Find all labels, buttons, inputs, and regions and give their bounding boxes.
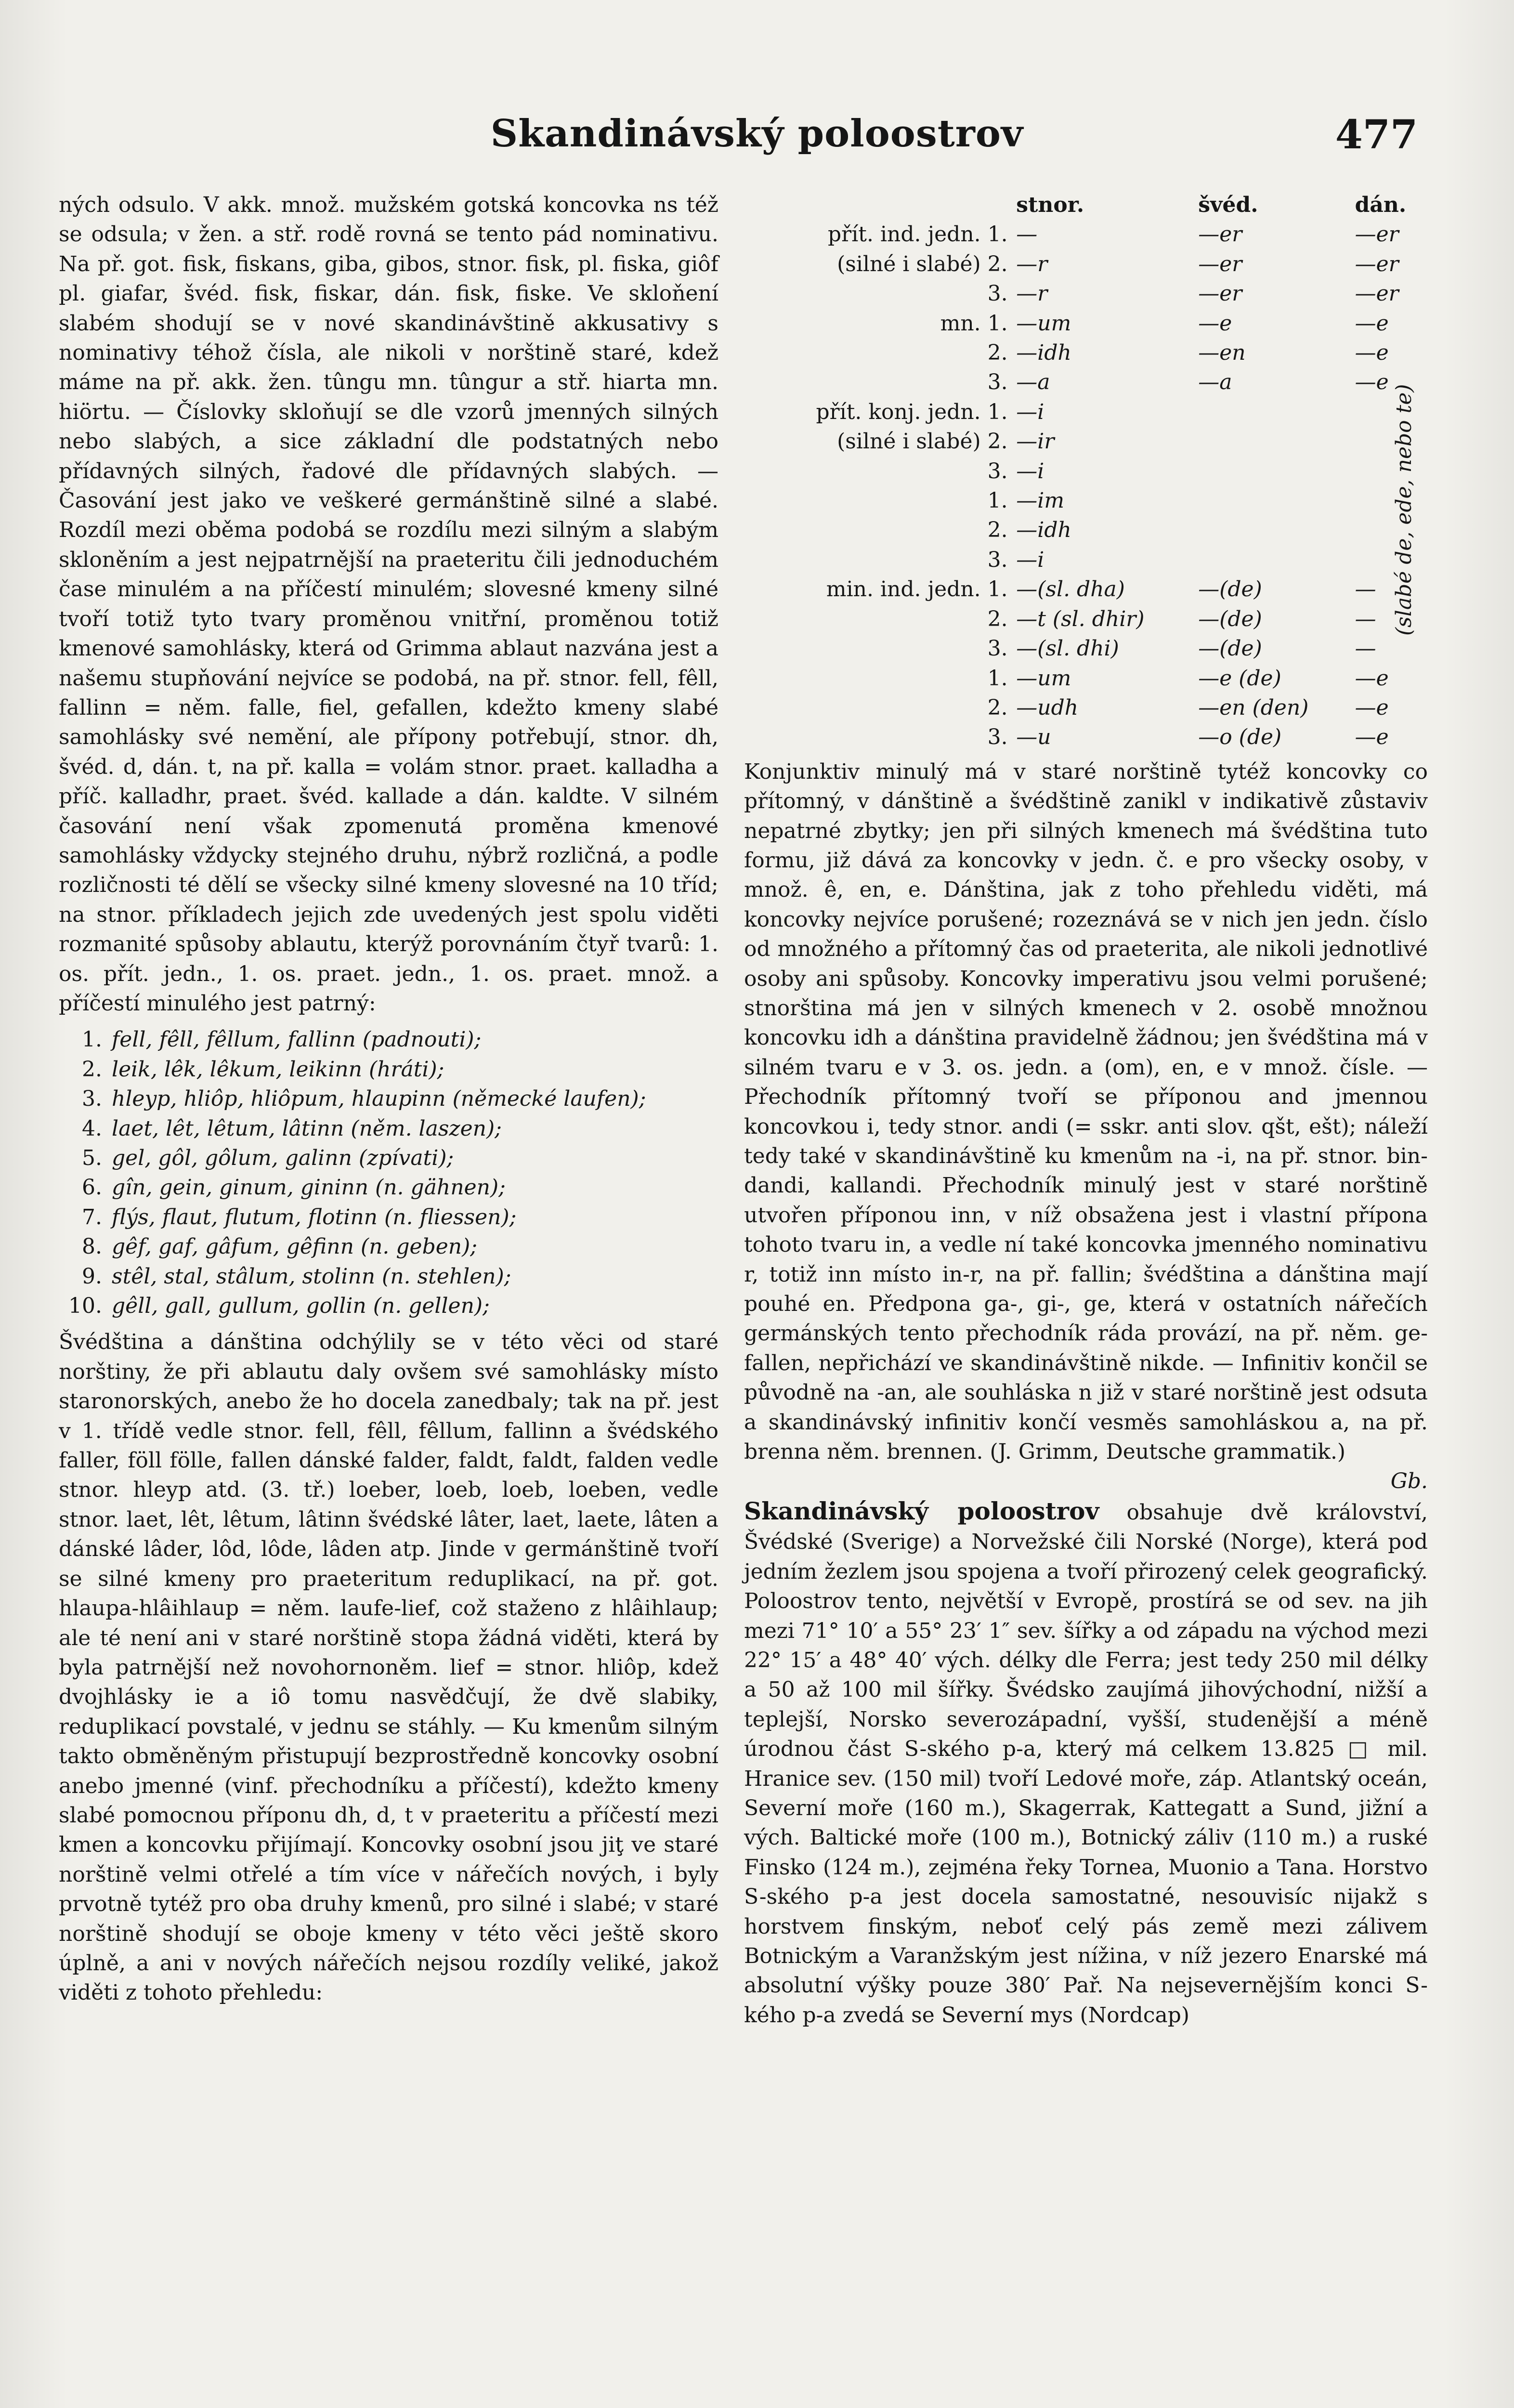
table-cell: 3. <box>987 547 1008 572</box>
table-cell <box>744 545 988 575</box>
right-column <box>744 190 1428 2030</box>
table-header-cell: stnor. <box>1016 193 1084 217</box>
table-cell: —u <box>1016 725 1051 750</box>
table-row <box>744 634 1428 663</box>
table-cell: —e <box>1355 340 1389 366</box>
table-cell: —er <box>1198 281 1242 306</box>
table-row <box>744 722 1428 752</box>
table-cell: —en <box>1198 340 1246 366</box>
table-row <box>744 220 1428 249</box>
table-cell: 2. <box>987 518 1008 543</box>
table-cell <box>744 279 988 308</box>
table-row <box>744 604 1428 634</box>
table-cell <box>744 486 988 515</box>
table-cell: 1. <box>987 488 1008 513</box>
table-cell: 3. <box>987 725 1008 750</box>
conjugation-table-body <box>744 220 1428 752</box>
table-cell: 3. <box>987 636 1008 661</box>
table-cell <box>744 338 988 367</box>
table-cell: přít. konj. jedn. <box>816 399 981 424</box>
table-cell <box>744 634 988 663</box>
table-header-cell <box>988 190 1017 220</box>
table-cell: —um <box>1016 311 1071 336</box>
ablaut-form-text: fell, fêll, fêllum, fallinn (padnouti); <box>112 1027 482 1052</box>
table-cell: 1. <box>987 666 1008 691</box>
table-row <box>744 249 1428 279</box>
ablaut-form-text: flýs, flaut, flutum, flotinn (n. fliessen); <box>112 1204 517 1230</box>
table-cell: přít. ind. jedn. <box>828 222 981 247</box>
table-cell: —r <box>1016 281 1048 306</box>
table-cell: — <box>1355 577 1376 602</box>
table-cell <box>744 367 988 397</box>
table-row <box>744 309 1428 338</box>
table-cell: —ir <box>1016 429 1055 454</box>
table-cell: 2. <box>987 251 1008 276</box>
ablaut-form-text: hleyp, hliôp, hliôpum, hlaupinn (německé laufen); <box>112 1086 646 1112</box>
ablaut-form-text: leik, lêk, lêkum, leikinn (hráti); <box>112 1057 444 1082</box>
table-cell <box>1198 545 1355 575</box>
ablaut-form-number: 4. <box>82 1116 102 1141</box>
ablaut-form-number: 7. <box>82 1204 102 1230</box>
table-cell <box>744 457 988 486</box>
running-header-title: Skandinávský poloostrov <box>490 112 1024 156</box>
table-cell: —idh <box>1016 340 1071 366</box>
ablaut-form-number: 5. <box>82 1146 102 1170</box>
table-cell: —e <box>1355 370 1389 395</box>
right-paragraph-2: obsahuje dvě království, Švédské (Sverige) a Norvežské čili Norské (Norge), která pod jedním žezlem jsou spojena a tvoří přirozený celek geografický. Poloostrov tento, největší v Evropě, prostírá se od sev. na jih mezi 71° 10′ a 55° 23′ 1″ sev. šířky a od západu na východ mezi 22° 15′ a 48° 40′ vých. délky dle Ferra; jest tedy 250 mil délky a 50 až 100 mil šířky. Švédsko zaujímá jihovýchodní, nižší a teplejší, Norsko severozápadní, vyšší, studenější a méně úrodnou část S-ského p-a, který má celkem 13.825 □ mil. Hranice sev. (150 mil) tvoří Ledové moře, záp. Atlantský oceán, Severní moře (160 m.), Skagerrak, Kattegatt a Sund, jižní a vých. Baltické moře (100 m.), Botnický záliv (110 m.) a ruské Finsko (124 m.), zejména řeky Tornea, Muonio a Tana. Horstvo S-ského p-a jest docela samostatné, nesouvisíc nijakž s horstvem finským, neboť celý pás země mezi zálivem Botnickým a Varanžským jest nížina, v níž jezero Enarské má absolutní výšky pouze 380′ Pař. Na nejsevernějším konci S-kého p-a zvedá se Severní mys (Nordcap) <box>744 1500 1428 2028</box>
table-cell: 3. <box>987 281 1008 306</box>
ablaut-form-item <box>82 1173 718 1202</box>
table-cell: 3. <box>987 370 1008 395</box>
ablaut-forms-list <box>59 1025 718 1321</box>
table-cell: 2. <box>987 340 1008 366</box>
table-row <box>744 338 1428 367</box>
left-column <box>59 190 718 2008</box>
table-cell <box>1198 486 1355 515</box>
table-cell <box>744 664 988 693</box>
table-header-cell: dán. <box>1355 193 1407 217</box>
table-cell: 1. <box>987 577 1008 602</box>
page-number: 477 <box>1335 112 1418 158</box>
table-cell: —er <box>1355 222 1399 247</box>
ablaut-form-item <box>68 1291 718 1321</box>
table-cell: —e (de) <box>1198 666 1281 691</box>
ablaut-form-number: 1. <box>82 1027 102 1052</box>
table-cell <box>1198 427 1355 456</box>
ablaut-form-text: laet, lêt, lêtum, lâtinn (něm. laszen); <box>112 1116 502 1141</box>
ablaut-form-item <box>82 1114 718 1143</box>
table-cell: —e <box>1355 666 1389 691</box>
table-cell: —idh <box>1016 518 1071 543</box>
table-row <box>744 457 1428 486</box>
table-row <box>744 279 1428 308</box>
table-cell: —i <box>1016 458 1044 484</box>
left-paragraph-2: Švédština a dánština odchýlily se v této věci od staré norštiny, že při ablautu daly ovšem své samohlásky místo staronorských, anebo že ho docela zanedbaly; tak na př. jest v 1. třídě vedle stnor. fell, fêll, fêllum, fallinn a švédského faller, föll fölle, fallen dánské falder, faldt, faldt, falden vedle stnor. hleyp atd. (3. tř.) loeber, loeb, loeb, loeben, vedle stnor. laet, lêt, lêtum, lâtinn švédské lâter, laet, laete, lâten a dánské lâder, lôd, lôde, lâden atp. Jinde v germánštině tvoří se silné kmeny pro praeteritum reduplikací, na př. got. hlaupa-hlâihlaup = něm. laufe-lief, což staženo z hlâihlaup; ale té není ani v staré norštině stopa žádná viděti, která by byla patrnější než novohornoněm. lief = stnor. hliôp, kdež dvojhlásky ie a iô tomu nasvědčují, že dvě slabiky, reduplikací povstalé, v jednu se stáhly. — Ku kmenům silným takto obměněným přistupují bezprostředně koncovky osobní anebo jmenné (vinf. přechodníku a příčestí), kdežto kmeny slabé pomocnou příponu dh, d, t v praeteritu a příčestí mezi kmen a koncovku přijímají. Koncovky osobní jsou jiţ ve staré norštině velmi otřelé a tím více v nářečích nových, i byly prvotně tytéž pro oba druhy kmenů, pro silné i slabé; v staré norštině shodují se oboje kmeny v této věci ještě skoro úplně, a ani v nových nářečích nejsou rozdíly veliké, jakož viděti z tohoto přehledu: <box>59 1330 718 2005</box>
ablaut-form-text: stêl, stal, stâlum, stolinn (n. stehlen); <box>112 1264 511 1289</box>
table-cell <box>744 515 988 545</box>
table-cell: — <box>1355 606 1376 631</box>
table-cell: 2. <box>987 695 1008 720</box>
table-row <box>744 515 1428 545</box>
ablaut-form-number: 8. <box>82 1234 102 1259</box>
table-cell: —er <box>1198 251 1242 276</box>
ablaut-form-item <box>82 1203 718 1232</box>
table-row <box>744 397 1428 427</box>
table-row <box>744 486 1428 515</box>
table-cell: —im <box>1016 488 1065 513</box>
table-cell: 3. <box>987 458 1008 484</box>
table-cell: —er <box>1198 222 1242 247</box>
ablaut-form-item <box>82 1084 718 1113</box>
table-cell: —a <box>1016 370 1050 395</box>
ablaut-form-item <box>82 1262 718 1291</box>
conjugation-table <box>744 190 1428 752</box>
table-cell: — <box>1355 636 1376 661</box>
table-cell: —i <box>1016 399 1044 424</box>
table-cell <box>1198 457 1355 486</box>
table-cell: — <box>1016 222 1038 247</box>
ablaut-form-number: 10. <box>68 1294 102 1319</box>
table-cell: —(sl. dhi) <box>1016 636 1119 661</box>
ablaut-form-item <box>82 1025 718 1054</box>
table-cell: —er <box>1355 281 1399 306</box>
table-cell: —udh <box>1016 695 1079 720</box>
ablaut-form-text: gîn, gein, ginum, gininn (n. gähnen); <box>112 1175 506 1200</box>
table-cell <box>744 722 988 752</box>
table-cell: —i <box>1016 547 1044 572</box>
table-cell: —(de) <box>1198 636 1262 661</box>
table-side-note: (slabé de, ede, nebo te) <box>1392 384 1416 636</box>
table-cell: 1. <box>987 222 1008 247</box>
table-cell: —e <box>1355 695 1389 720</box>
ablaut-form-text: gêf, gaf, gâfum, gêfinn (n. geben); <box>112 1234 478 1259</box>
table-cell: —e <box>1355 725 1389 750</box>
table-cell <box>1198 397 1355 427</box>
table-cell: —t (sl. dhir) <box>1016 606 1145 631</box>
table-cell <box>1198 515 1355 545</box>
table-cell: 1. <box>987 399 1008 424</box>
table-row <box>744 664 1428 693</box>
ablaut-form-text: gêll, gall, gullum, gollin (n. gellen); <box>112 1294 490 1319</box>
ablaut-form-item <box>82 1055 718 1084</box>
table-cell: —(sl. dha) <box>1016 577 1125 602</box>
table-cell: min. ind. jedn. <box>826 577 981 602</box>
table-row <box>744 575 1428 604</box>
table-cell: —e <box>1198 311 1232 336</box>
table-cell: —r <box>1016 251 1048 276</box>
conjugation-table-header <box>744 190 1428 220</box>
table-cell: (silné i slabé) <box>837 251 981 276</box>
ablaut-form-item <box>82 1232 718 1261</box>
table-cell: —er <box>1355 251 1399 276</box>
table-cell: —um <box>1016 666 1071 691</box>
table-cell: —en (den) <box>1198 695 1309 720</box>
ablaut-form-text: gel, gôl, gôlum, galinn (zpívati); <box>112 1146 454 1170</box>
table-cell: —a <box>1198 370 1232 395</box>
ablaut-form-number: 9. <box>82 1264 102 1289</box>
table-cell: —(de) <box>1198 577 1262 602</box>
table-header-cell <box>744 190 988 220</box>
table-header-cell: švéd. <box>1198 193 1258 217</box>
article-headword: Skandinávský poloostrov <box>744 1496 1099 1525</box>
table-cell: 2. <box>987 606 1008 631</box>
table-cell: —o (de) <box>1198 725 1282 750</box>
table-cell: 1. <box>987 311 1008 336</box>
ablaut-form-number: 3. <box>82 1086 102 1112</box>
table-cell <box>744 693 988 722</box>
table-cell: —e <box>1355 311 1389 336</box>
author-signature: Gb. <box>1390 1469 1428 1494</box>
left-paragraph-1: ných odsulo. V akk. množ. mužském gotská koncovka ns též se odsula; v žen. a stř. rodě rovná se tento pád nominativu. Na př. got. fisk, fiskans, giba, gibos, stnor. fisk, pl. fiska, giôf pl. giafar, švéd. fisk, fiskar, dán. fisk, fiske. Ve skloňení slabém shodují se v nové skandinávštině akkusativy s nominativy téhož čísla, ale nikoli v norštině staré, kdež máme na př. akk. žen. tûngu mn. tûngur a stř. hiarta mn. hiörtu. — Číslovky skloňují se dle vzorů jmenných silných nebo slabých, a sice základní dle podstatných nebo přídavných silných, řadové dle přídavných slabých. — Časování jest jako ve veškeré germánštině silné a slabé. Rozdíl mezi oběma podobá se rozdílu mezi silným a slabým skloněním a jest nejpatrnější na praeteritu čili jednoduchém čase minulém a na příčestí minulém; slovesné kmeny silné tvoří totiž tyto tvary proměnou vnitřní, proměnou totiž kmenové samohlásky, která od Grimma ablaut nazvána jest a našemu stupňování nejvíce se podobá, na př. stnor. fell, fêll, fallinn = něm. falle, fiel, gefallen, kdežto kmeny slabé samohlásky své nemění, ale přípony potřebují, stnor. dh, švéd. d, dán. t, na př. kalla = volám stnor. praet. kalladha a příč. kalladhr, praet. švéd. kallade a dán. kaldte. V silném časování není však zpomenutá proměna kmenové samohlásky vždycky stejného druhu, nýbrž rozličná, a podle rozličnosti té dělí se všecky silné kmeny slovesné na 10 tříd; na stnor. příkladech jejich zde uvedených jest spolu viděti rozmanité spůsoby ablautu, kterýž porovnáním čtyř tvarů: 1. os. přít. jedn., 1. os. praet. jedn., 1. os. praet. množ. a příčestí minulého jest patrný: <box>59 193 718 1016</box>
table-row <box>744 427 1428 456</box>
ablaut-form-number: 2. <box>82 1057 102 1082</box>
table-row <box>744 545 1428 575</box>
table-cell: 2. <box>987 429 1008 454</box>
ablaut-form-item <box>82 1143 718 1173</box>
table-cell: —(de) <box>1198 606 1262 631</box>
table-row <box>744 693 1428 722</box>
table-cell: mn. <box>940 311 981 336</box>
table-row <box>744 367 1428 397</box>
article-paragraph <box>744 1496 1428 2030</box>
right-paragraph-1: Konjunktiv minulý má v staré norštině tytéž koncovky co přítomný, v dánštině a švédštině zanikl v indikativě zůstaviv nepatrné zbytky; jen při silných kmenech má švédština tuto formu, již dává za koncovky v jedn. č. e pro všecky osoby, v množ. ê, en, e. Dánština, jak z toho přehledu viděti, má koncovky nejvíce porušené; rozeznává se v nich jen jedn. číslo od množného a přítomný čas od praeterita, ale nikoli jednotlivé osoby ani spůsoby. Koncovky imperativu jsou velmi porušené; stnorština má jen v silných kmenech v 2. osobě množnou koncovku idh a dánština pravidelně žádnou; jen švédština má v silném tvaru e v 3. os. jedn. a (om), en, e v množ. čísle. — Přechodník přítomný tvoří se příponou and jmennou koncovkou i, tedy stnor. andi (= sskr. anti slov. qšt, ešt); náleží tedy také v skandinávštině ku kmenům na -i, na př. stnor. bin-dandi, kallandi. Přechodník minulý jest v staré norštině utvořen příponou inn, v níž obsažena jest i vlastní přípona tohoto tvaru in, a vedle ní také koncovka jmenného nominativu r, totiž inn místo in-r, na př. fallin; švédština a dánština mají pouhé en. Předpona ga-, gi-, ge, která v ostatních nářečích germánských tento přechodník ráda provází, na př. něm. ge-fallen, nepřichází ve skandinávštině nikde. — Infinitiv končil se původně na -an, ale souhláska n již v staré norštině jest odsuta a skandinávský infinitiv končí vesměs samohláskou a, na př. brenna něm. brennen. (J. Grimm, Deutsche grammatik.) <box>744 759 1428 1465</box>
table-cell <box>744 604 988 634</box>
table-cell: (silné i slabé) <box>837 429 981 454</box>
ablaut-form-number: 6. <box>82 1175 102 1200</box>
